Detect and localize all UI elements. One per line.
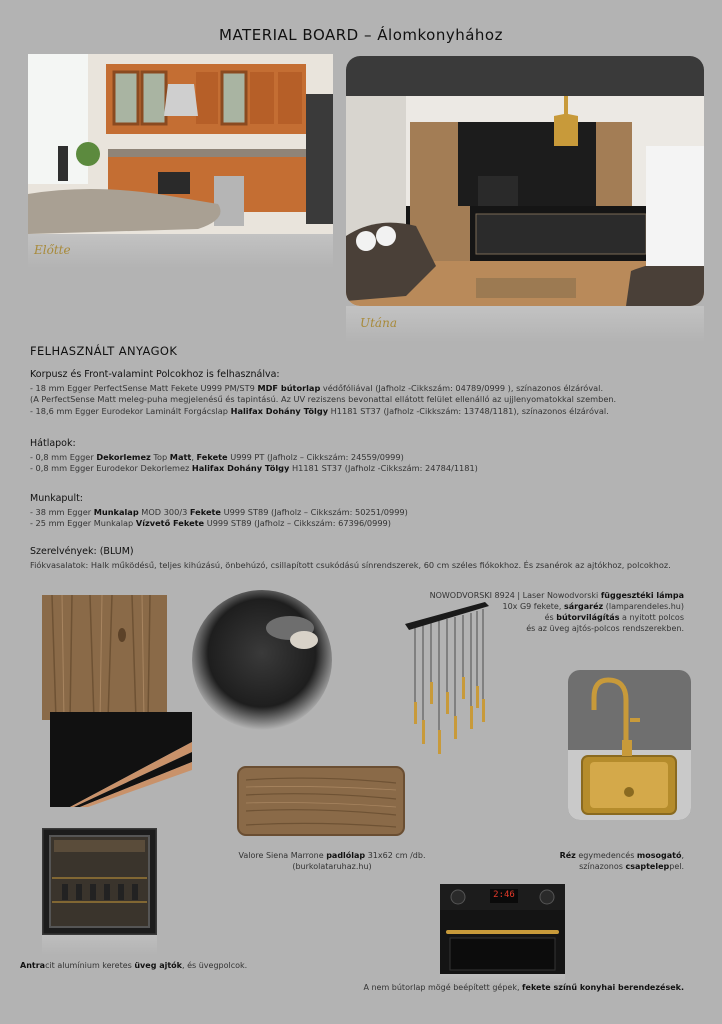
- text: - 38 mm Egger: [30, 506, 94, 517]
- materials-heading: FELHASZNÁLT ANYAGOK: [30, 344, 178, 358]
- panel-edge-swatch: [50, 712, 192, 807]
- glassdoor-text: [20, 960, 300, 971]
- after-photo-reflection: [346, 306, 704, 342]
- text: - 0,8 mm Egger: [30, 451, 97, 462]
- lamp-line-2: [364, 601, 684, 612]
- sink-line-2: [484, 861, 684, 872]
- oven-image: [440, 884, 565, 974]
- fittings-section: [30, 546, 700, 571]
- floor-tile-image: [236, 765, 406, 837]
- text: - 18 mm Egger PerfectSense Matt Fekete U999 PM/ST9: [30, 382, 258, 393]
- text: - 18,6 mm Egger Eurodekor Laminált Forgácslap: [30, 405, 231, 416]
- text-bold: Munkalap: [93, 506, 139, 517]
- text-bold: csaptelep: [625, 862, 670, 871]
- text: Valore Siena Marrone: [238, 851, 327, 860]
- text-bold: üveg ajtók: [134, 961, 182, 970]
- text: A nem bútorlap mögé beépített gépek,: [363, 983, 523, 992]
- text: színazonos: [579, 862, 626, 871]
- fittings-line-1: Fiókvasalatok: Halk működésű, teljes kihúzású, önbehúzó, csillapított csukódású sínrendszerek, 60 cm széles fiókokhoz. És zsanérok az ajtókhoz, polcokhoz.: [30, 559, 671, 570]
- glassdoor-line-1: [20, 960, 300, 971]
- lamp-line-3: [364, 612, 684, 623]
- text: - 25 mm Egger Munkalap: [30, 518, 136, 528]
- lamp-line-4: és az üveg ajtós-polcos rendszerekben.: [526, 624, 684, 633]
- corpus-heading: Korpusz és Front-valamint Polcokhoz is felhasználva:: [30, 369, 280, 380]
- appliances-text: [264, 982, 684, 993]
- worktop-line-1: [30, 507, 700, 519]
- page-title: MATERIAL BOARD – Álomkonyhához: [219, 26, 503, 44]
- text: 31x62 cm /db.: [365, 851, 426, 860]
- before-caption: Előtte: [34, 243, 71, 257]
- text: és: [544, 613, 557, 622]
- lamp-text: [364, 590, 684, 634]
- corpus-line-2: (A PerfectSense Matt meleg-puha megjelenésű és tapintású. Az UV reziszens bevonattal ellátott felület ellenálló az ujjlenyomatokkal szemben.: [30, 394, 617, 404]
- worktop-heading: Munkapult:: [30, 493, 84, 504]
- text: pel.: [669, 862, 684, 871]
- text: ,: [191, 451, 197, 462]
- text: (lamparendeles.hu): [603, 602, 684, 611]
- floor-line-2: (burkolataruhaz.hu): [292, 862, 372, 871]
- text: védőfóliával (Jafholz -Cikkszám: 04789/0999 ), színazonos élzáróval.: [320, 382, 604, 393]
- after-caption: Utána: [360, 316, 397, 330]
- before-photo-reflection: [28, 234, 333, 268]
- after-photo: [346, 56, 704, 306]
- corpus-section: [30, 369, 700, 417]
- text-bold: függesztéki lámpa: [600, 591, 684, 600]
- text: H1181 ST37 (Jafholz -Cikkszám: 13748/1181), színazonos élzáróval.: [328, 405, 609, 416]
- backpanels-heading: Hátlapok:: [30, 438, 76, 449]
- text-bold: Halifax Dohány Tölgy: [230, 405, 329, 416]
- text: NOWODVORSKI 8924 | Laser Nowodvorski: [429, 591, 601, 600]
- text-bold: bútorvilágítás: [556, 613, 620, 622]
- glass-cabinet-reflection: [42, 935, 157, 955]
- text-bold: mosogató: [636, 851, 682, 860]
- corpus-line-3: [30, 406, 700, 418]
- floor-line-1: [232, 850, 432, 861]
- text: a nyitott polcos: [619, 613, 684, 622]
- backpanels-line-1: [30, 452, 700, 464]
- text-bold: Halifax Dohány Tölgy: [191, 463, 290, 473]
- text-bold: Dekorlemez: [96, 451, 151, 462]
- backpanels-section: [30, 438, 700, 475]
- text-bold: fekete színű konyhai berendezések.: [522, 983, 684, 992]
- glass-cabinet-image: [42, 828, 157, 935]
- text-bold: Réz: [559, 851, 576, 860]
- text: Top: [150, 451, 170, 462]
- text-bold: Fekete: [189, 506, 221, 517]
- corpus-line-1: [30, 383, 700, 395]
- oak-swatch: [42, 595, 167, 720]
- text-bold: MDF bútorlap: [257, 382, 321, 393]
- oven-display: 2:46: [493, 890, 515, 900]
- text-bold: Matt: [169, 451, 192, 462]
- brass-sink-image: [568, 670, 691, 820]
- text-bold: Antra: [20, 961, 46, 970]
- lamp-line-1: [364, 590, 684, 601]
- text-bold: sárgaréz: [563, 602, 604, 611]
- sink-line-1: [484, 850, 684, 861]
- text: U999 ST89 (Jafholz – Cikkszám: 67396/0999): [204, 518, 391, 528]
- text: H1181 ST37 (Jafholz -Cikkszám: 24784/1181): [289, 463, 478, 473]
- worktop-line-2: [30, 518, 700, 530]
- backpanels-line-2: [30, 463, 700, 475]
- text: U999 PT (Jafholz – Cikkszám: 24559/0999): [227, 451, 404, 462]
- before-photo: [28, 54, 333, 234]
- text-bold: Fekete: [196, 451, 228, 462]
- floor-text: [232, 850, 432, 872]
- text-bold: Vízvető Fekete: [135, 518, 205, 528]
- text: egymedencés: [575, 851, 637, 860]
- fittings-heading: Szerelvények: (BLUM): [30, 546, 134, 557]
- text: , és üvegpolcok.: [182, 961, 248, 970]
- text-bold: padlólap: [326, 851, 366, 860]
- appliances-line-1: [264, 982, 684, 993]
- text: 10x G9 fekete,: [502, 602, 564, 611]
- text: ,: [681, 851, 684, 860]
- text: MOD 300/3: [138, 506, 190, 517]
- text: U999 ST89 (Jafholz – Cikkszám: 50251/0999): [220, 506, 408, 517]
- text: cit alumínium keretes: [45, 961, 135, 970]
- worktop-section: [30, 493, 700, 530]
- text: - 0,8 mm Egger Eurodekor Dekorlemez: [30, 463, 192, 473]
- sink-text: [484, 850, 684, 872]
- worktop-swatch: [192, 590, 332, 730]
